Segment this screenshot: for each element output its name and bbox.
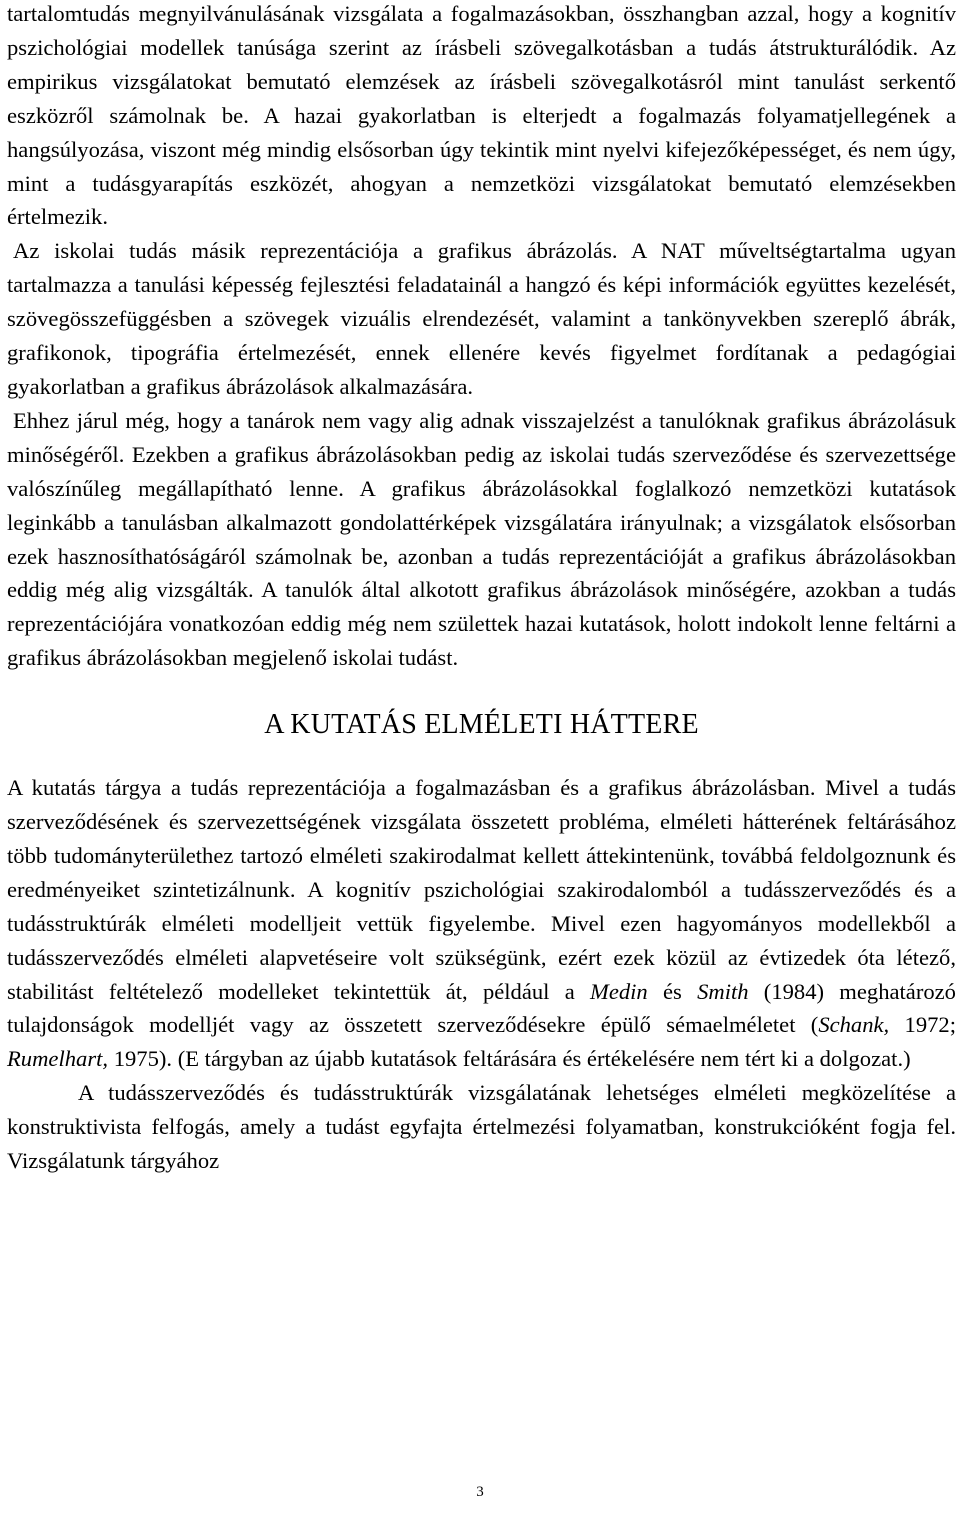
body-paragraph-3: [7, 404, 956, 675]
body-paragraph-2-text: Az iskolai tudás másik reprezentációja a grafikus ábrázolás. A NAT műveltségtartalma ugyan tartalmazza a tanulási képesség fejlesztési feladatainál a hangzó és képi információk együttes kezelését, szövegösszefüggésben a szövegek vizuális elrendezését, valamint a tankönyvekben szereplő ábrák, grafikonok, tipográfia értelmezését, ennek ellenére kevés figyelmet fordítanak a pedagógiai gyakorlatban a grafikus ábrázolások alkalmazására.: [7, 238, 956, 399]
citation-author-rumelhart: Rumelhart,: [7, 1046, 109, 1072]
body-paragraph-4-text-b: (1984) meghatározó tulajdonságok modelljét vagy az összetett szerveződésekre épülő sémaelméletet (: [7, 978, 956, 1038]
section-heading: A KUTATÁS ELMÉLETI HÁTTERE: [264, 709, 699, 741]
body-paragraph-4-text-a: A kutatás tárgya a tudás reprezentációja a fogalmazásban és a grafikus ábrázolásban. Mivel a tudás szerveződésének és szervezettségének vizsgálata összetett probléma, elméleti hátterének feltárásához több tudományterülethez tartozó elméleti szakirodalmat kellett áttekintenünk, továbbá feldolgoznunk és eredményeiket szintetizálnunk. A kognitív pszichológiai szakirodalomból a tudásszerveződés és a tudásstruktúrák elméleti modelljeit vettük figyelembe. Mivel ezen hagyományos modellekből a tudásszerveződés elméleti alapvetéseire volt szükségünk, ezért ezek közül az évtizedek óta létező, stabilitást feltételező modelleket tekintettük át, például a: [7, 775, 956, 1004]
body-paragraph-3-text: Ehhez járul még, hogy a tanárok nem vagy alig adnak visszajelzést a tanulóknak grafikus ábrázolásuk minőségéről. Ezekben a grafikus ábrázolásokban pedig az iskolai tudás szerveződése és szervezettsége valószínűleg megállapítható lenne. A grafikus ábrázolásokkal foglalkozó nemzetközi kutatások leginkább a tanulásban alkalmazott gondolattérképek vizsgálatára irányulnak; a vizsgálatok elsősorban ezek hasznosíthatóságáról számolnak be, azonban a tudás reprezentációját a grafikus ábrázolásokban eddig még alig vizsgálták. A tanulók által alkotott grafikus ábrázolások minőségére, azokban a tudás reprezentációjára vonatkozóan eddig még nem születtek hazai kutatások, holott indokolt lenne feltárni a grafikus ábrázolásokban megjelenő iskolai tudást.: [7, 407, 956, 671]
body-paragraph-1: tartalomtudás megnyilvánulásának vizsgálata a fogalmazásokban, összhangban azzal, hogy a kognitív pszichológiai modellek tanúsága szerint az írásbeli szövegalkotásban a tudás átstrukturálódik. Az empirikus vizsgálatokat bemutató elemzések az írásbeli szövegalkotásról mint tanulást serkentő eszközről számolnak be. A hazai gyakorlatban is elterjedt a fogalmazás folyamatjellegének a hangsúlyozása, viszont még mindig elsősorban úgy tekintik mint nyelvi kifejezőképességet, és nem úgy, mint a tudásgyarapítás eszközét, ahogyan a nemzetközi vizsgálatokat bemutató elemzésekben értelmezik.: [7, 1, 956, 230]
page-number: 3: [476, 1484, 484, 1500]
document-page: [7, 0, 956, 1178]
conjunction-text: és: [647, 978, 698, 1004]
body-paragraph-4-text-d: 1975). (E tárgyban az újabb kutatások feltárására és értékelésére nem tért ki a dolgozat.): [108, 1046, 911, 1072]
body-paragraph-4: [7, 771, 956, 1076]
body-paragraph-2: [7, 234, 956, 404]
body-paragraph-4-text-c: 1972;: [889, 1012, 956, 1038]
citation-author-medin: Medin: [590, 978, 648, 1004]
citation-author-smith: Smith: [697, 978, 749, 1004]
citation-author-schank: Schank,: [818, 1012, 890, 1038]
body-paragraph-5: A tudásszerveződés és tudásstruktúrák vizsgálatának lehetséges elméleti megközelítése a konstruktivista felfogás, amely a tudást egyfajta értelmezési folyamatban, konstrukcióként fogja fel. Vizsgálatunk tárgyához: [7, 1080, 956, 1174]
